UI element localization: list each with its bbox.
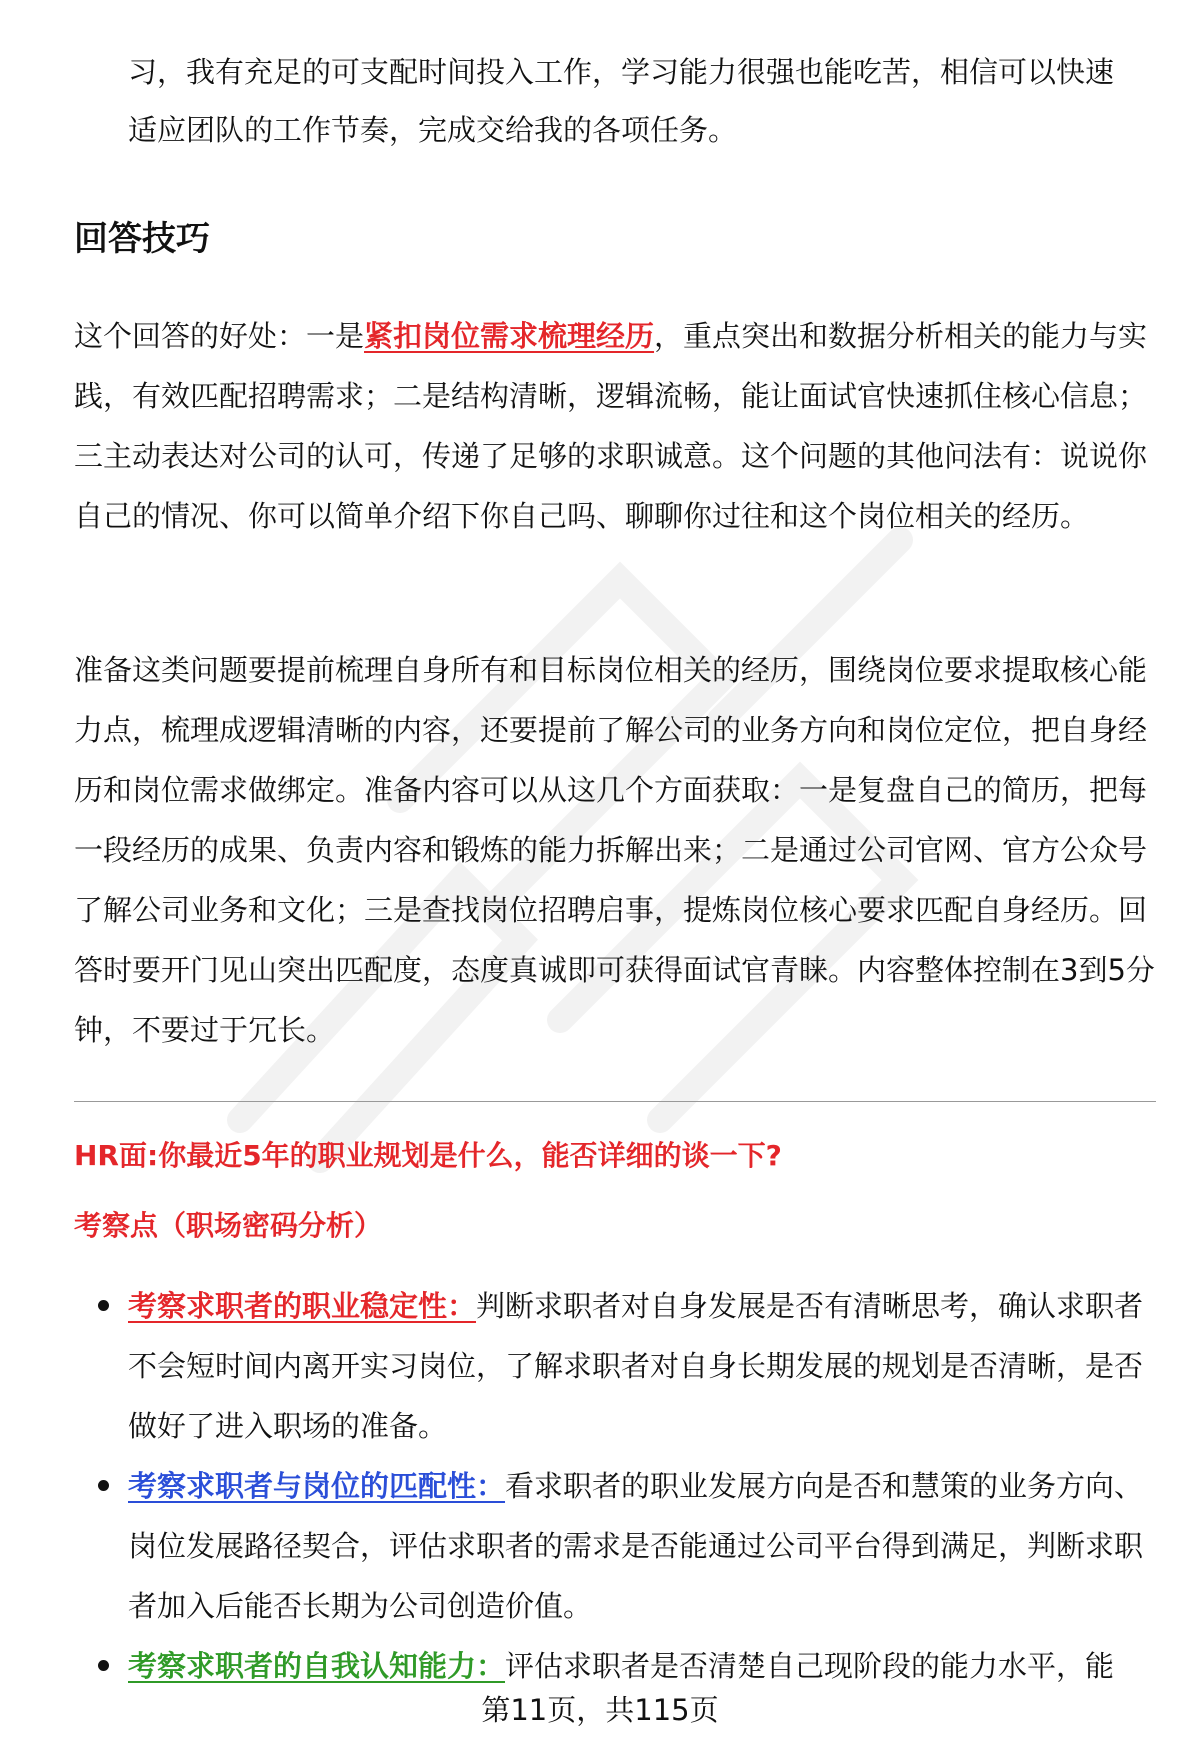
- bullet-icon: [98, 1660, 109, 1671]
- bullet-label: 考察求职者与岗位的匹配性：: [128, 1469, 506, 1503]
- paragraph-rest: ，重点突出和数据分析相关的能力与实践，有效匹配招聘需求；二是结构清晰，逻辑流畅，能让面试官快速抓住核心信息；三主动表达对公司的认可，传递了足够的求职诚意。这个问题的其他问法有：说说你自己的情况、你可以简单介绍下你自己吗、聊聊你过往和这个岗位相关的经历。: [74, 319, 1148, 533]
- highlight-phrase: 紧扣岗位需求梳理经历: [364, 319, 655, 353]
- answer-tips-paragraph: [74, 306, 1156, 546]
- preparation-paragraph: 准备这类问题要提前梳理自身所有和目标岗位相关的经历，围绕岗位要求提取核心能力点，梳理成逻辑清晰的内容，还要提前了解公司的业务方向和岗位定位，把自身经历和岗位需求做绑定。准备内容可以从这几个方面获取：一是复盘自己的简历，把每一段经历的成果、负责内容和锻炼的能力拆解出来；二是通过公司官网、官方公众号了解公司业务和文化；三是查找岗位招聘启事，提炼岗位核心要求匹配自身经历。回答时要开门见山突出匹配度，态度真诚即可获得面试官青睐。内容整体控制在3到5分钟，不要过于冗长。: [74, 653, 1155, 1047]
- question-title: HR面:你最近5年的职业规划是什么，能否详细的谈一下?: [74, 1139, 782, 1172]
- bullet-label: 考察求职者的职业稳定性：: [128, 1289, 477, 1323]
- list-item: [74, 1636, 1156, 1696]
- assessment-list: [74, 1276, 1156, 1696]
- bullet-text: 评估求职者是否清楚自己现阶段的能力水平，能: [505, 1649, 1115, 1683]
- list-item: [74, 1456, 1156, 1636]
- page-number: 第11页，共115页: [481, 1693, 719, 1727]
- bullet-label: 考察求职者的自我认知能力：: [128, 1649, 506, 1683]
- bullet-text: 判断求职者对自身发展是否有清晰思考，确认求职者不会短时间内离开实习岗位，了解求职者对自身长期发展的规划是否清晰，是否做好了进入职场的准备。: [128, 1289, 1144, 1443]
- intro-line-2: 适应团队的工作节奏，完成交给我的各项任务。: [128, 113, 738, 147]
- intro-line-1: 习，我有充足的可支配时间投入工作，学习能力很强也能吃苦，相信可以快速: [128, 55, 1115, 89]
- section-heading: 回答技巧: [74, 219, 210, 259]
- assessment-subheading: 考察点（职场密码分析）: [74, 1209, 383, 1242]
- divider: [74, 1101, 1156, 1102]
- bullet-icon: [98, 1480, 109, 1491]
- paragraph-prefix: 这个回答的好处：一是: [74, 319, 365, 353]
- bullet-text: 看求职者的职业发展方向是否和慧策的业务方向、岗位发展路径契合，评估求职者的需求是否能通过公司平台得到满足，判断求职者加入后能否长期为公司创造价值。: [128, 1469, 1144, 1623]
- bullet-icon: [98, 1300, 109, 1311]
- list-item: [74, 1276, 1156, 1456]
